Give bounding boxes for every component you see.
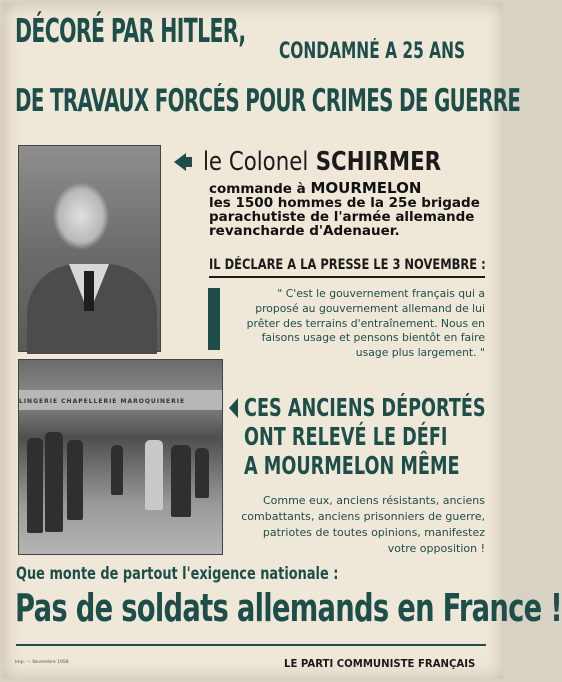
colonel-rank: Colonel xyxy=(228,147,309,177)
person-figure xyxy=(111,445,123,495)
imprint: Imp. — Novembre 1958 xyxy=(15,660,69,665)
deportees-heading xyxy=(244,393,486,480)
storefront-sign: LINGERIE CHAPELLERIE MAROQUINERIE xyxy=(19,398,186,405)
party-signature: LE PARTI COMMUNISTE FRANÇAIS xyxy=(284,657,476,670)
headline-line1: DÉCORÉ PAR HITLER, xyxy=(15,11,246,50)
person-figure xyxy=(45,432,63,532)
colonel-name: SCHIRMER xyxy=(315,147,442,177)
divider xyxy=(16,644,486,646)
arrow-left-icon xyxy=(174,153,186,171)
arrow-left-icon xyxy=(229,398,238,418)
person-figure xyxy=(145,440,163,510)
colonel-command-text xyxy=(209,181,480,238)
headline-line1b: CONDAMNÉ A 25 ANS xyxy=(279,39,466,64)
arrow-stem xyxy=(186,157,192,167)
person-figure xyxy=(27,438,43,533)
deportees-photo xyxy=(18,359,223,555)
colonel-title xyxy=(203,147,441,177)
command-line1a: commande à xyxy=(209,181,311,197)
command-line2: les 1500 hommes de la 25e brigade xyxy=(209,195,480,211)
declaration-underline xyxy=(209,276,485,278)
deportees-line2: ONT RELEVÉ LE DÉFI xyxy=(244,422,448,451)
press-quote: " C'est le gouvernement français qui a proposé au gouvernement allemand de lui prêter des terrains d'entraînement. Nous en faisons usage et pensons bientôt en faire usage plus largement. " xyxy=(246,287,485,360)
headline-line2: DE TRAVAUX FORCÉS POUR CRIMES DE GUERRE xyxy=(15,83,521,119)
deportees-line3: A MOURMELON MÊME xyxy=(244,451,460,480)
deportees-line1: CES ANCIENS DÉPORTÉS xyxy=(244,393,486,422)
command-line1b: MOURMELON xyxy=(310,179,422,197)
call-to-action: Comme eux, anciens résistants, anciens combattants, anciens prisonniers de guerre, patriotes de toutes opinions, manifestez votre opposition ! xyxy=(241,494,485,555)
national-demand: Que monte de partout l'exigence nationale : xyxy=(16,564,339,584)
colonel-prefix: le xyxy=(203,147,229,177)
command-line4: revancharde d'Adenauer. xyxy=(209,223,400,239)
slogan: Pas de soldats allemands en France ! xyxy=(15,586,562,630)
tie-shape xyxy=(84,271,94,311)
person-figure xyxy=(171,445,191,517)
person-figure xyxy=(67,440,83,520)
person-figure xyxy=(195,448,209,498)
colonel-portrait-photo xyxy=(18,145,161,352)
declaration-heading: IL DÉCLARE A LA PRESSE LE 3 NOVEMBRE : xyxy=(209,257,486,273)
poster xyxy=(3,3,562,679)
quote-bar xyxy=(208,288,220,350)
command-line3: parachutiste de l'armée allemande xyxy=(209,209,475,225)
